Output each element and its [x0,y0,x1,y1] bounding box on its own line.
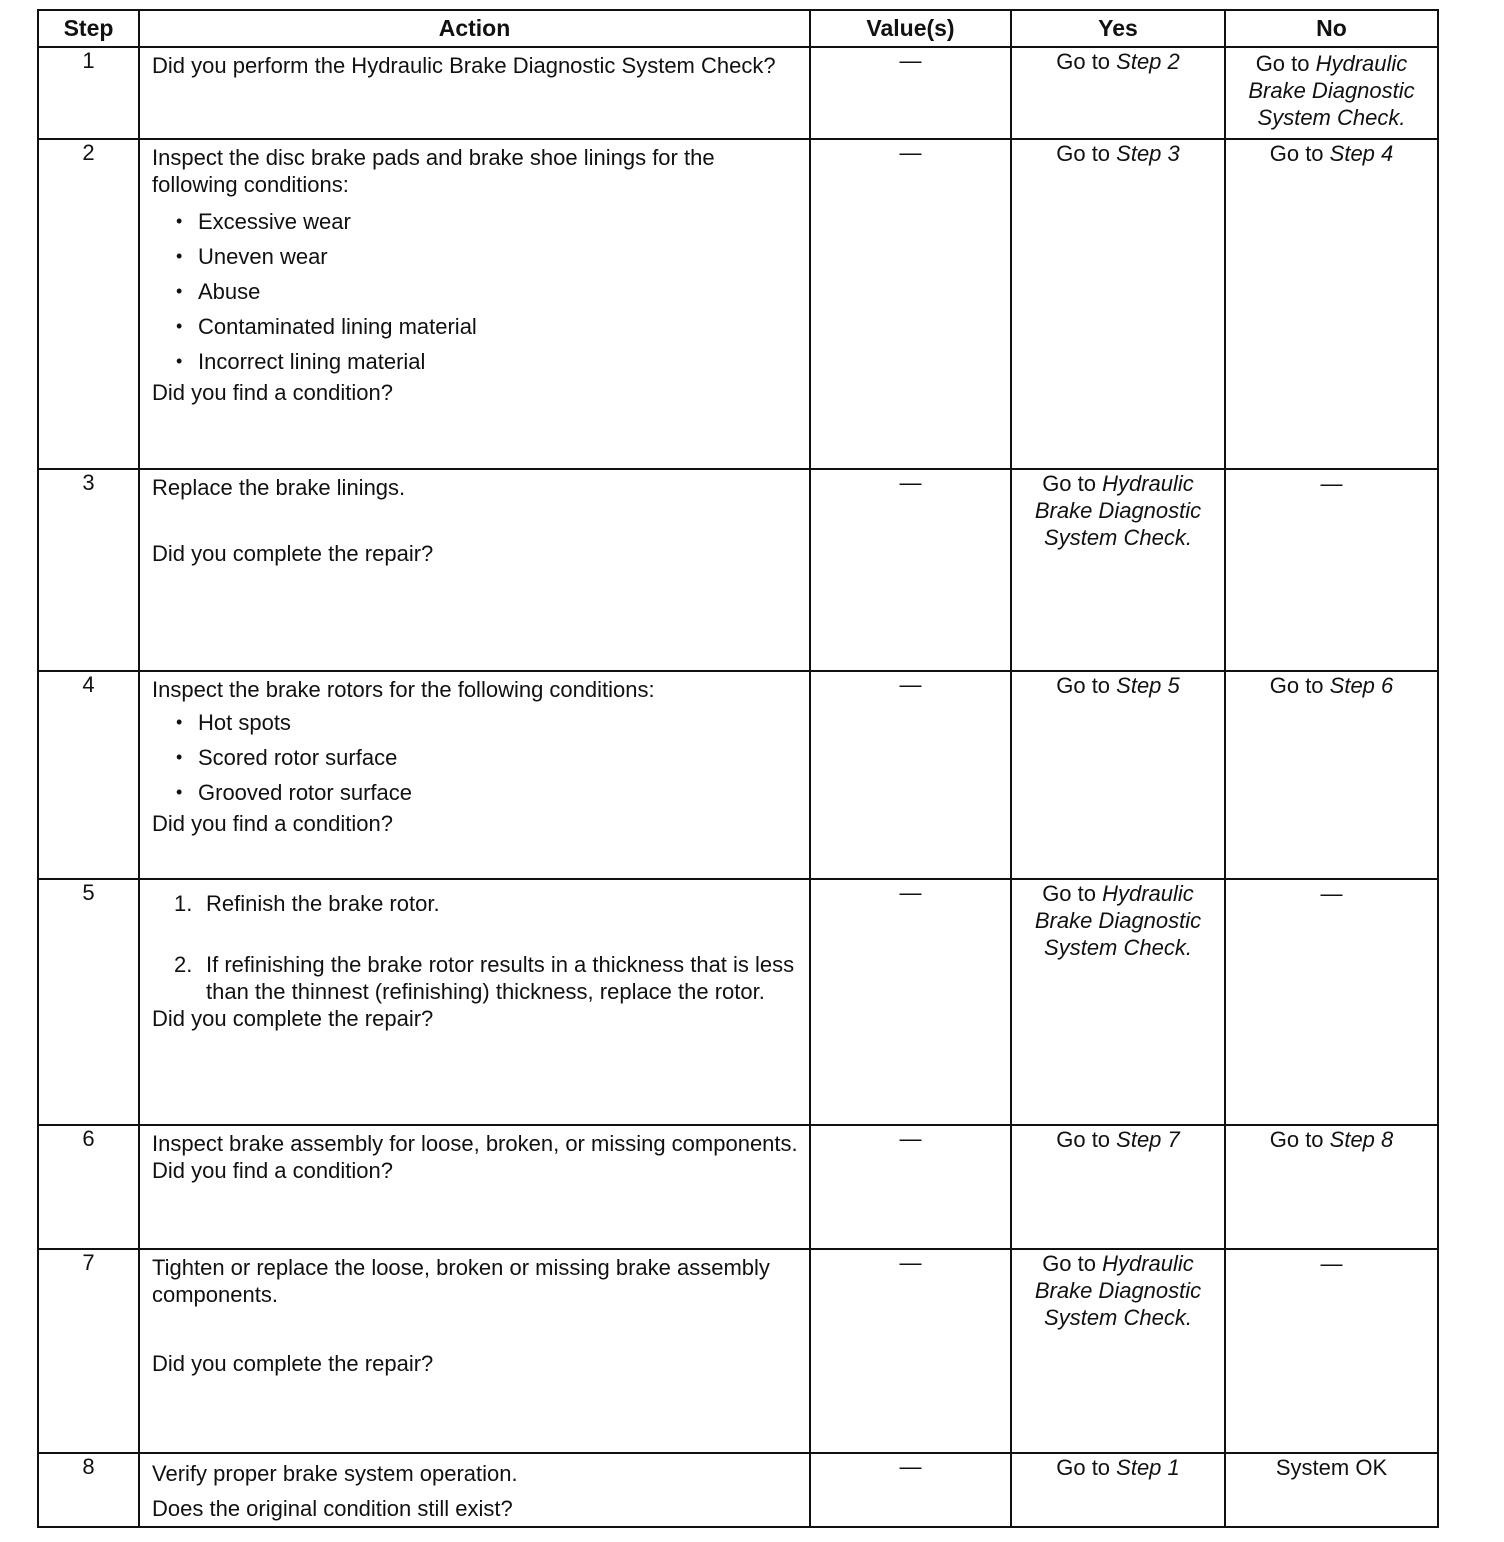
action-text: Inspect the disc brake pads and brake shoe linings for the following conditions: [152,145,715,197]
table-row [38,1453,1438,1527]
yes-prefix: Go to [1056,1455,1117,1480]
action-text: Inspect the brake rotors for the following conditions: [152,677,655,702]
yes-cell [1011,1125,1225,1249]
action-text: Inspect brake assembly for loose, broken, or missing components. [152,1131,798,1156]
table-row [38,671,1438,879]
yes-link[interactable]: Step 3 [1116,141,1180,166]
yes-cell [1011,469,1225,671]
repair-steps [152,890,799,1005]
step-number: 7 [38,1249,139,1453]
step-number: 8 [38,1453,139,1527]
action-cell [139,1125,810,1249]
yes-cell [1011,1249,1225,1453]
list-item [174,951,799,1005]
value-cell: — [810,469,1011,671]
step-number: 6 [38,1125,139,1249]
action-cell [139,1453,810,1527]
header-step: Step [38,10,139,47]
condition-list [152,705,799,810]
yes-prefix: Go to [1056,1127,1117,1152]
table-row [38,47,1438,139]
item-number: 1. [174,891,193,916]
value-cell: — [810,1125,1011,1249]
no-cell [1225,469,1438,671]
no-cell [1225,1125,1438,1249]
no-cell [1225,879,1438,1125]
action-question: Did you complete the repair? [152,1351,434,1376]
table-row [38,1125,1438,1249]
no-prefix: Go to [1269,141,1330,166]
value-cell: — [810,671,1011,879]
list-item: • Hot spots [176,705,799,740]
list-item: • Uneven wear [176,239,799,274]
no-text: — [1320,881,1343,906]
list-item: • Scored rotor surface [176,740,799,775]
no-text: — [1320,1251,1343,1276]
yes-cell [1011,139,1225,469]
no-cell [1225,47,1438,139]
no-text: System OK [1275,1455,1388,1480]
table-row [38,879,1438,1125]
table-row [38,1249,1438,1453]
list-item [174,890,799,917]
no-link[interactable]: Step 4 [1329,141,1394,166]
action-cell [139,879,810,1125]
table-row [38,469,1438,671]
yes-link[interactable]: Hydraulic Brake Diagnostic System Check. [1034,881,1202,960]
action-text: Replace the brake linings. [152,475,406,500]
header-action: Action [139,10,810,47]
header-yes: Yes [1011,10,1225,47]
list-item: • Incorrect lining material [176,344,799,379]
yes-prefix: Go to [1056,49,1117,74]
action-question: Does the original condition still exist? [152,1496,513,1521]
yes-prefix: Go to [1042,1251,1103,1276]
list-item: • Contaminated lining material [176,309,799,344]
yes-link[interactable]: Step 2 [1116,49,1180,74]
yes-link[interactable]: Step 5 [1116,673,1180,698]
no-link[interactable]: Step 6 [1329,673,1394,698]
list-item: • Grooved rotor surface [176,775,799,810]
no-prefix: Go to [1269,1127,1330,1152]
action-cell [139,671,810,879]
action-text: Did you perform the Hydraulic Brake Diagnostic System Check? [152,53,776,78]
value-cell: — [810,1249,1011,1453]
condition-list [152,204,799,379]
yes-link[interactable]: Step 1 [1116,1455,1180,1480]
list-item: • Abuse [176,274,799,309]
header-values: Value(s) [810,10,1011,47]
step-number: 1 [38,47,139,139]
value-cell: — [810,879,1011,1125]
action-question: Did you complete the repair? [152,541,434,566]
value-cell: — [810,47,1011,139]
diagnostic-table [37,9,1439,1528]
item-number: 2. [174,952,193,977]
no-cell [1225,139,1438,469]
step-number: 2 [38,139,139,469]
yes-link[interactable]: Hydraulic Brake Diagnostic System Check. [1034,471,1202,550]
item-text: If refinishing the brake rotor results in a thickness that is less than the thinnest (refinishing) thickness, replace the rotor. [206,952,795,1004]
no-cell [1225,671,1438,879]
no-cell [1225,1453,1438,1527]
header-no: No [1225,10,1438,47]
step-number: 3 [38,469,139,671]
yes-cell [1011,1453,1225,1527]
action-question: Did you find a condition? [152,1158,393,1183]
no-cell [1225,1249,1438,1453]
action-cell [139,47,810,139]
action-question: Did you complete the repair? [152,1006,434,1031]
no-prefix: Go to [1269,673,1330,698]
no-prefix: Go to [1255,51,1316,76]
yes-cell [1011,671,1225,879]
item-text: Refinish the brake rotor. [206,891,440,916]
header-row [38,10,1438,47]
step-number: 5 [38,879,139,1125]
action-question: Did you find a condition? [152,380,393,405]
action-text: Tighten or replace the loose, broken or missing brake assembly components. [152,1255,770,1307]
yes-prefix: Go to [1042,471,1103,496]
table-row [38,139,1438,469]
action-question: Did you find a condition? [152,811,393,836]
no-text: — [1320,471,1343,496]
list-item: • Excessive wear [176,204,799,239]
yes-cell [1011,47,1225,139]
action-text: Verify proper brake system operation. [152,1461,518,1486]
yes-prefix: Go to [1042,881,1103,906]
action-cell [139,139,810,469]
no-link[interactable]: Hydraulic Brake Diagnostic System Check. [1248,51,1415,130]
yes-cell [1011,879,1225,1125]
step-number: 4 [38,671,139,879]
action-cell [139,1249,810,1453]
value-cell: — [810,1453,1011,1527]
value-cell: — [810,139,1011,469]
yes-link[interactable]: Hydraulic Brake Diagnostic System Check. [1034,1251,1202,1330]
yes-prefix: Go to [1056,673,1117,698]
yes-link[interactable]: Step 7 [1116,1127,1180,1152]
action-cell [139,469,810,671]
yes-prefix: Go to [1056,141,1117,166]
no-link[interactable]: Step 8 [1329,1127,1394,1152]
